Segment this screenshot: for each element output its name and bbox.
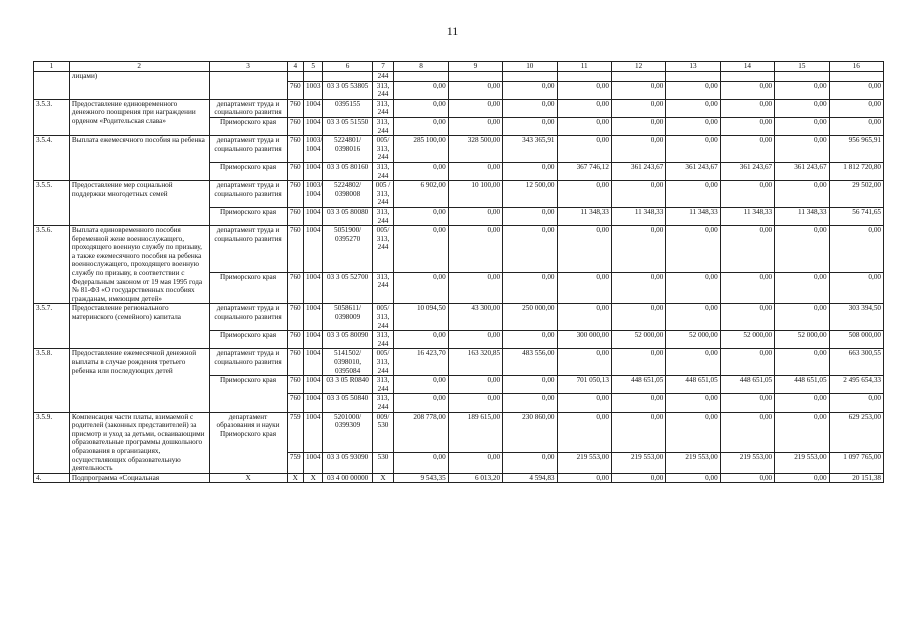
table-cell: 0,00 [448, 272, 502, 304]
table-row [34, 99, 884, 117]
table-cell [611, 72, 665, 82]
table-cell: департамент труда и социального развития [209, 226, 287, 273]
table-cell: 483 556,00 [503, 349, 557, 376]
header-cell: 9 [448, 62, 502, 72]
table-cell: 303 394,50 [829, 304, 883, 331]
table-cell: 0,00 [829, 272, 883, 304]
table-cell: 11 348,33 [720, 207, 774, 225]
table-cell: 0,00 [448, 331, 502, 349]
table-row [34, 349, 884, 376]
table-cell: 367 746,12 [557, 162, 611, 180]
table-cell: 0,00 [829, 99, 883, 117]
table-cell: 760 [287, 272, 303, 304]
table-cell: 0,00 [503, 394, 557, 412]
table-cell: 0,00 [720, 349, 774, 376]
table-cell: 0,00 [503, 81, 557, 99]
table-cell: 313, 244 [372, 207, 394, 225]
table-cell: 0,00 [503, 272, 557, 304]
table-cell: 10 094,50 [394, 304, 448, 331]
table-cell: департамент труда и социального развития [209, 99, 287, 117]
table-cell: 52 000,00 [720, 331, 774, 349]
table-cell: Приморского края [209, 331, 287, 349]
table-cell: 0,00 [557, 99, 611, 117]
table-cell: 1004 [303, 99, 323, 117]
table-cell: 0,00 [557, 117, 611, 135]
header-cell: 3 [209, 62, 287, 72]
table-cell: 0,00 [666, 117, 720, 135]
table-cell: 759 [287, 452, 303, 473]
table-cell: 0,00 [666, 136, 720, 163]
table-cell: 0,00 [666, 272, 720, 304]
table-cell: 1004 [303, 226, 323, 273]
table-cell: 313, 244 [372, 376, 394, 394]
table-cell: 0,00 [666, 394, 720, 412]
table-cell: 1004 [303, 349, 323, 376]
table-cell: 208 778,00 [394, 412, 448, 452]
table-cell: Приморского края [209, 272, 287, 304]
table-cell: 52 000,00 [666, 331, 720, 349]
table-cell: 52 000,00 [611, 331, 665, 349]
table-cell: 219 553,00 [666, 452, 720, 473]
table-cell [829, 72, 883, 82]
table-cell: 5224802/ 0398008 [323, 181, 372, 208]
table-cell: 0,00 [611, 412, 665, 452]
table-cell: 03 3 05 80080 [323, 207, 372, 225]
table-cell: 3.5.3. [34, 99, 70, 135]
table-cell: 0,00 [557, 349, 611, 376]
table-cell: 4 594,83 [503, 473, 557, 483]
table-cell: 03 3 05 80160 [323, 162, 372, 180]
table-cell: 0,00 [611, 117, 665, 135]
table-cell: 3.5.5. [34, 181, 70, 226]
table-cell: 11 348,33 [666, 207, 720, 225]
header-cell: 2 [69, 62, 209, 72]
table-cell: 0,00 [720, 272, 774, 304]
table-cell: 4. [34, 473, 70, 483]
table-cell: 244 [372, 72, 394, 82]
table-cell: 52 000,00 [775, 331, 829, 349]
header-cell: 16 [829, 62, 883, 72]
table-cell: 0,00 [611, 304, 665, 331]
table-cell: 1004 [303, 207, 323, 225]
table-cell: 005 / 313, 244 [372, 181, 394, 208]
table-cell: 328 500,00 [448, 136, 502, 163]
header-row [34, 62, 884, 72]
table-cell: 005/ 313, 244 [372, 349, 394, 376]
table-cell [448, 72, 502, 82]
table-cell: 219 553,00 [775, 452, 829, 473]
table-cell: 219 553,00 [557, 452, 611, 473]
table-cell: 0,00 [611, 272, 665, 304]
table-cell: 0,00 [666, 181, 720, 208]
table-cell: 0,00 [611, 349, 665, 376]
table-cell: 0,00 [448, 207, 502, 225]
table-cell: 0,00 [666, 99, 720, 117]
table-cell: 219 553,00 [720, 452, 774, 473]
table-row [34, 181, 884, 208]
table-cell: 0,00 [611, 181, 665, 208]
budget-table [33, 61, 884, 483]
table-cell: 313, 244 [372, 272, 394, 304]
table-cell: 03 3 05 52700 [323, 272, 372, 304]
table-cell: 03 3 05 53805 [323, 81, 372, 99]
table-cell: 005/ 313, 244 [372, 226, 394, 273]
table-cell: 0,00 [557, 412, 611, 452]
table-row [34, 226, 884, 273]
table-cell [557, 72, 611, 82]
table-cell: 0,00 [720, 181, 774, 208]
table-cell: 0,00 [448, 162, 502, 180]
table-cell: 0,00 [557, 136, 611, 163]
table-cell: 0,00 [394, 452, 448, 473]
table-cell: 0,00 [448, 99, 502, 117]
table-cell: 760 [287, 376, 303, 394]
table-cell: 0,00 [720, 304, 774, 331]
table-cell [666, 72, 720, 82]
table-cell: 285 100,00 [394, 136, 448, 163]
table-cell: Предоставление мер социальной поддержки многодетных семей [69, 181, 209, 226]
table-cell: 0,00 [775, 226, 829, 273]
table-cell: 2 495 654,33 [829, 376, 883, 394]
table-cell: 0,00 [394, 117, 448, 135]
table-cell: 20 151,38 [829, 473, 883, 483]
table-cell: 0,00 [394, 394, 448, 412]
table-cell: 1 097 765,00 [829, 452, 883, 473]
table-cell: 0,00 [775, 99, 829, 117]
table-row [34, 473, 884, 483]
table-cell: 0,00 [557, 226, 611, 273]
table-cell: 3.5.9. [34, 412, 70, 473]
table-cell: 0,00 [448, 81, 502, 99]
table-cell: 0,00 [448, 117, 502, 135]
table-cell: 250 000,00 [503, 304, 557, 331]
page-number: 11 [446, 24, 459, 38]
table-cell [34, 72, 70, 100]
table-cell: X [209, 473, 287, 483]
table-cell: X [287, 473, 303, 483]
table-cell: 11 348,33 [775, 207, 829, 225]
table-cell: 005/ 313, 244 [372, 304, 394, 331]
table-cell: 448 651,05 [666, 376, 720, 394]
table-cell: 760 [287, 81, 303, 99]
table-cell: 10 100,00 [448, 181, 502, 208]
table-cell: 0,00 [557, 473, 611, 483]
table-cell: 43 300,00 [448, 304, 502, 331]
table-cell: 759 [287, 412, 303, 452]
table-cell: X [303, 473, 323, 483]
table-cell: 11 348,33 [611, 207, 665, 225]
table-row [34, 136, 884, 163]
table-body [34, 62, 884, 483]
table-cell: 230 860,00 [503, 412, 557, 452]
table-cell [303, 72, 323, 82]
table-cell: 760 [287, 304, 303, 331]
table-cell: 361 243,67 [775, 162, 829, 180]
table-cell: 0,00 [666, 81, 720, 99]
table-cell: 629 253,00 [829, 412, 883, 452]
table-cell: Приморского края [209, 162, 287, 180]
table-cell: 313, 244 [372, 99, 394, 117]
table-cell: 1004 [303, 162, 323, 180]
header-cell: 6 [323, 62, 372, 72]
table-cell: 361 243,67 [666, 162, 720, 180]
table-cell: 0,00 [775, 136, 829, 163]
table-cell: 760 [287, 136, 303, 163]
table-cell: 16 423,70 [394, 349, 448, 376]
table-cell: 03 4 00 00000 [323, 473, 372, 483]
table-cell: департамент труда и социального развития [209, 181, 287, 208]
table-cell: 03 3 05 51550 [323, 117, 372, 135]
table-row [34, 304, 884, 331]
table-row [34, 412, 884, 452]
table-cell: 0,00 [557, 272, 611, 304]
table-cell: 0,00 [503, 226, 557, 273]
table-cell: 0,00 [394, 272, 448, 304]
table-cell: 0,00 [611, 99, 665, 117]
header-cell: 11 [557, 62, 611, 72]
table-cell: 0,00 [503, 117, 557, 135]
header-cell: 15 [775, 62, 829, 72]
table-cell: 0,00 [829, 117, 883, 135]
table-cell: 313, 244 [372, 162, 394, 180]
table-cell: 0,00 [448, 226, 502, 273]
table-cell: 448 651,05 [611, 376, 665, 394]
header-cell: 8 [394, 62, 448, 72]
table-cell [287, 72, 303, 82]
table-cell: 005/ 313, 244 [372, 136, 394, 163]
table-cell: 313, 244 [372, 394, 394, 412]
table-cell: 6 902,00 [394, 181, 448, 208]
table-cell: 0,00 [775, 349, 829, 376]
table-cell: Подпрограмма «Социальная [69, 473, 209, 483]
table-cell: 3.5.6. [34, 226, 70, 304]
table-cell: Выплата единовременного пособия беременной жене военнослужащего, проходящего военную службу по призыву, а также ежемесячного пособия на ребенка военнослужащего, проходящего военную службу по призыву, в соответствии с Федеральным законом от 19 мая 1995 года № 81-ФЗ «О государственных пособиях гражданам, имеющим детей» [69, 226, 209, 304]
table-cell: 0,00 [775, 81, 829, 99]
table-cell: Предоставление регионального материнского (семейного) капитала [69, 304, 209, 349]
table-cell: Предоставление единовременного денежного поощрения при награждении орденом «Родительская слава» [69, 99, 209, 135]
table-cell: 1004 [303, 304, 323, 331]
table-cell: 760 [287, 162, 303, 180]
table-cell: 0,00 [394, 331, 448, 349]
table-cell: 1 812 720,80 [829, 162, 883, 180]
table-cell: 6 013,20 [448, 473, 502, 483]
header-cell: 13 [666, 62, 720, 72]
table-cell: 1004 [303, 272, 323, 304]
table-cell: 1004 [303, 452, 323, 473]
table-cell: департамент труда и социального развития [209, 136, 287, 163]
table-cell: 0,00 [394, 376, 448, 394]
header-cell: 14 [720, 62, 774, 72]
table-cell: 0,00 [611, 473, 665, 483]
table-cell: 448 651,05 [775, 376, 829, 394]
table-cell: департамент труда и социального развития [209, 304, 287, 331]
table-cell: 530 [372, 452, 394, 473]
table-cell: 313, 244 [372, 117, 394, 135]
table-cell: 0,00 [775, 181, 829, 208]
table-cell: 0,00 [503, 452, 557, 473]
table-cell: 0,00 [611, 81, 665, 99]
table-cell: Приморского края [209, 376, 287, 412]
table-cell: 760 [287, 394, 303, 412]
table-cell: 508 000,00 [829, 331, 883, 349]
table-cell: 956 965,91 [829, 136, 883, 163]
table-cell: 760 [287, 226, 303, 273]
table-cell: X [372, 473, 394, 483]
table-cell: Приморского края [209, 117, 287, 135]
table-cell: 313, 244 [372, 331, 394, 349]
table-cell: 760 [287, 117, 303, 135]
table-cell: 03 3 05 R0840 [323, 376, 372, 394]
table-cell: 760 [287, 349, 303, 376]
header-cell: 4 [287, 62, 303, 72]
table-cell: Выплата ежемесячного пособия на ребенка [69, 136, 209, 181]
table-cell: 0,00 [611, 226, 665, 273]
table-cell: 0,00 [775, 412, 829, 452]
table-cell: 29 502,00 [829, 181, 883, 208]
table-cell: 300 000,00 [557, 331, 611, 349]
table-cell: 0,00 [557, 181, 611, 208]
table-cell: 0,00 [666, 412, 720, 452]
table-cell: 3.5.4. [34, 136, 70, 181]
table-cell: 03 3 05 93090 [323, 452, 372, 473]
table-cell: 0,00 [503, 331, 557, 349]
header-cell: 7 [372, 62, 394, 72]
table-cell: 0,00 [720, 412, 774, 452]
table-cell: 0,00 [394, 226, 448, 273]
table-cell: 163 320,85 [448, 349, 502, 376]
table-cell: 3.5.8. [34, 349, 70, 412]
table-cell: 5058611/ 0398009 [323, 304, 372, 331]
table-cell: лицами) [69, 72, 209, 100]
table-cell: Предоставление ежемесячной денежной выплаты в случае рождения третьего ребенка или последующих детей [69, 349, 209, 412]
table-cell [394, 72, 448, 82]
table-cell: 1003 [303, 81, 323, 99]
table-cell: 5224801/ 0398016 [323, 136, 372, 163]
table-cell: 0,00 [666, 349, 720, 376]
table-cell: 0,00 [611, 136, 665, 163]
table-cell: 0,00 [394, 81, 448, 99]
table-cell: 0,00 [720, 136, 774, 163]
table-cell: 3.5.7. [34, 304, 70, 349]
table-cell: 0,00 [503, 162, 557, 180]
table-cell: 0,00 [829, 394, 883, 412]
table-cell: 0,00 [720, 81, 774, 99]
table-cell: 0,00 [557, 81, 611, 99]
table-cell: 1004 [303, 412, 323, 452]
table-cell: 0,00 [775, 304, 829, 331]
table-cell: 03 3 05 50840 [323, 394, 372, 412]
table-cell: 0,00 [775, 394, 829, 412]
table-cell: 5051900/ 0395270 [323, 226, 372, 273]
header-cell: 10 [503, 62, 557, 72]
table-cell: 0,00 [448, 394, 502, 412]
table-cell: 0,00 [557, 394, 611, 412]
table-cell: 0,00 [829, 226, 883, 273]
table-cell: 219 553,00 [611, 452, 665, 473]
table-cell: 0,00 [448, 376, 502, 394]
table-cell: 0,00 [448, 452, 502, 473]
table-cell [503, 72, 557, 82]
table-cell [209, 72, 287, 100]
table-cell: 0,00 [557, 304, 611, 331]
table-cell: Компенсация части платы, взимаемой с родителей (законных представителей) за присмотр и уход за детьми, осваивающими образовательные программы дошкольного образования в организациях, осуществляющих образовательную деятельность [69, 412, 209, 473]
table-cell: 0,00 [666, 226, 720, 273]
table-cell: 0,00 [394, 207, 448, 225]
table-cell: 0,00 [611, 394, 665, 412]
table-cell: 343 365,91 [503, 136, 557, 163]
table-cell: 1004 [303, 331, 323, 349]
table-cell: 1003/ 1004 [303, 136, 323, 163]
table-cell: 0,00 [394, 162, 448, 180]
table-cell: 0,00 [829, 81, 883, 99]
table-cell: 56 741,65 [829, 207, 883, 225]
table-cell: 0,00 [720, 99, 774, 117]
table-cell [720, 72, 774, 82]
table-cell: 0,00 [503, 376, 557, 394]
table-row [34, 72, 884, 82]
table-cell: 0,00 [503, 207, 557, 225]
table-cell: Приморского края [209, 207, 287, 225]
table-cell: 0,00 [775, 117, 829, 135]
table-cell: 448 651,05 [720, 376, 774, 394]
table-cell: 03 3 05 80090 [323, 331, 372, 349]
table-cell: 1004 [303, 376, 323, 394]
table-cell: 009/ 530 [372, 412, 394, 452]
table-cell: 189 615,00 [448, 412, 502, 452]
header-cell: 5 [303, 62, 323, 72]
table-cell: департамент образования и науки Приморского края [209, 412, 287, 473]
header-cell: 12 [611, 62, 665, 72]
table-cell: 760 [287, 207, 303, 225]
table-cell: 0,00 [720, 117, 774, 135]
table-cell: 0,00 [775, 473, 829, 483]
table-cell: 313, 244 [372, 81, 394, 99]
table-cell: 0,00 [394, 99, 448, 117]
header-cell: 1 [34, 62, 70, 72]
table-cell: 760 [287, 99, 303, 117]
table-cell: 0,00 [775, 272, 829, 304]
table-cell: 0395155 [323, 99, 372, 117]
table-cell: 1004 [303, 117, 323, 135]
table-cell: 0,00 [666, 304, 720, 331]
table-cell: 0,00 [720, 473, 774, 483]
table-cell: 361 243,67 [720, 162, 774, 180]
table-cell: 760 [287, 181, 303, 208]
table-cell: 0,00 [720, 226, 774, 273]
table-cell: 5141502/ 0398010, 0395084 [323, 349, 372, 376]
table-cell: 361 243,67 [611, 162, 665, 180]
table-cell: 9 543,35 [394, 473, 448, 483]
table-cell: 701 050,13 [557, 376, 611, 394]
table-cell: 760 [287, 331, 303, 349]
table-cell: 663 300,55 [829, 349, 883, 376]
table-cell: 1004 [303, 394, 323, 412]
table-cell: 11 348,33 [557, 207, 611, 225]
table-cell: 0,00 [720, 394, 774, 412]
table-cell: 0,00 [503, 99, 557, 117]
table-cell: 5201000/ 0399309 [323, 412, 372, 452]
table-cell: 12 500,00 [503, 181, 557, 208]
table-cell [775, 72, 829, 82]
table-cell: департамент труда и социального развития [209, 349, 287, 376]
table-cell [323, 72, 372, 82]
table-cell: 1003/ 1004 [303, 181, 323, 208]
table-cell: 0,00 [666, 473, 720, 483]
